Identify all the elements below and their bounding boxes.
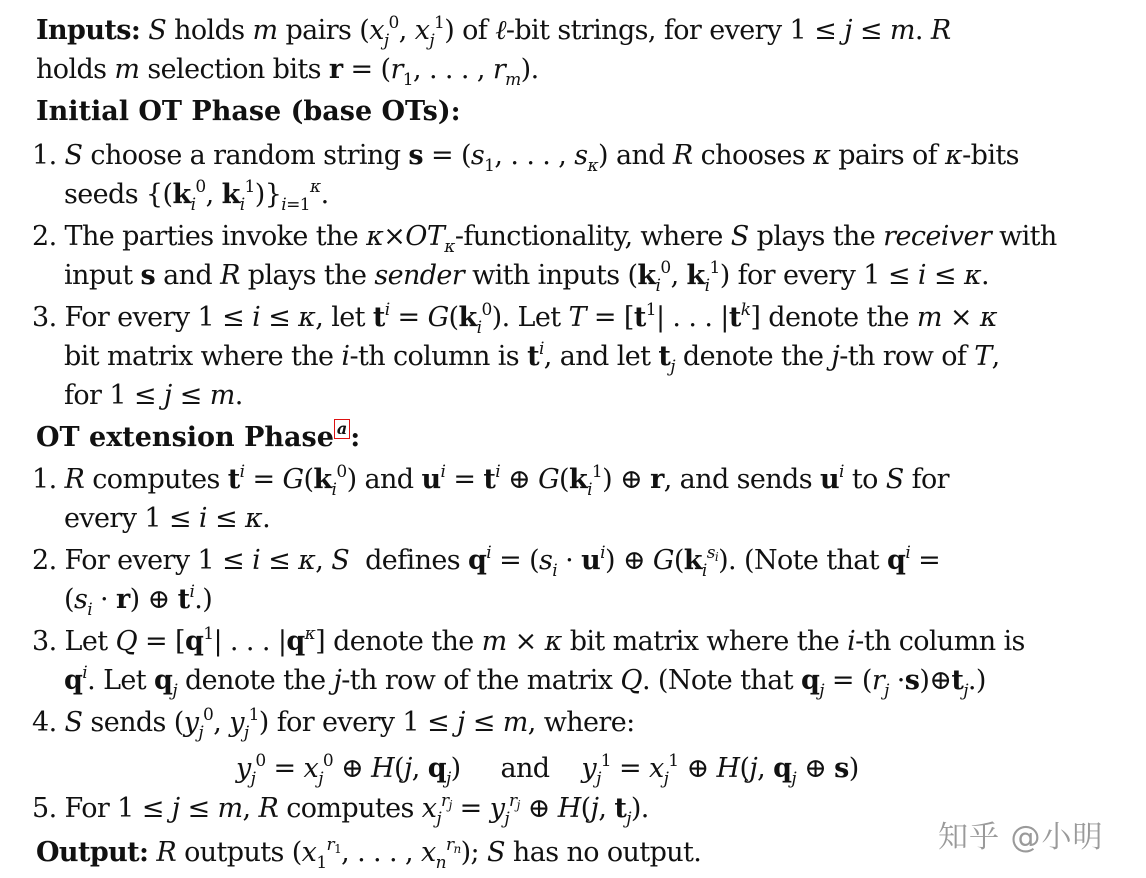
inputs-line-1: Inputs: S holds m pairs ($x_j^0$, $x_j^1$) of ℓ-bit strings, for every 1 ≤ j ≤ m. R xyxy=(36,13,951,51)
extension-step-2-line-1: 2. For every 1 ≤ i ≤ κ, S defines $q^i = (s_i \cdot u^i)$ ⊕ $G(k_i^{s_i})$. (Note that $q^i$ = xyxy=(32,543,941,581)
extension-step-2-line-2: $(s_i \cdot r)$ ⊕ $t^i$.) xyxy=(64,582,213,620)
extension-step-3-line-2: $q^i$. Let $q_j$ denote the j-th row of the matrix Q. (Note that $q_j = (r_j$ $\cdot s)\oplus t_j$.) xyxy=(64,663,986,701)
extension-step-1-line-1: 1. R computes $t^i = G(k_i^0)$ and $u^i = t^i$ ⊕ $G(k_i^1)$ ⊕ r, and sends $u^i$ to S for xyxy=(32,462,949,500)
watermark: 知乎 @小明 xyxy=(938,820,1104,855)
initial-phase-heading: Initial OT Phase (base OTs): xyxy=(36,96,461,127)
extension-phase-heading: OT extension Phase a : xyxy=(36,419,361,453)
initial-step-1-line-2: seeds {($k_i^0$, $k_i^1)\}_{i=1}^\kappa$. xyxy=(64,177,329,215)
initial-step-3-line-3: for 1 ≤ j ≤ m. xyxy=(64,380,243,411)
output-line: Output: R outputs ($x_1^{r_1}$, . . . , $x_n^{r_n}$); S has no output. xyxy=(36,835,702,873)
extension-step-5-line-1: 5. For 1 ≤ j ≤ m, R computes $x_j^{r_j} = y_j^{r_j}$ ⊕ H(j, $t_j$). xyxy=(32,791,649,829)
output-heading: Output: xyxy=(36,837,149,868)
initial-step-1-line-1: 1. S choose a random string $s = (s_1$, . . . , $s_\kappa$) and R chooses κ pairs of κ-bits xyxy=(32,140,1019,176)
inputs-line-2: holds m selection bits $r = (r_1$, . . . , $r_m$). xyxy=(36,54,539,90)
extension-step-4-line-1: 4. S sends ($y_j^0$, $y_j^1$) for every 1 ≤ j ≤ m, where: xyxy=(32,705,635,743)
extension-step-3-line-1: 3. Let $Q = [q^1|$ . . . $|q^\kappa$] denote the m × κ bit matrix where the i-th column is xyxy=(32,624,1025,657)
initial-step-3-line-2: bit matrix where the i-th column is $t^i$, and let $t_j$ denote the j-th row of T, xyxy=(64,339,1000,377)
footnote-link[interactable]: a xyxy=(334,419,350,439)
inputs-heading: Inputs: xyxy=(36,15,141,46)
extension-step-1-line-2: every 1 ≤ i ≤ κ. xyxy=(64,503,271,534)
extension-step-4-equation: $y_j^0 = x_j^0$ ⊕ H(j, $q_j$) and $y_j^1 = x_j^1$ ⊕ H(j, $q_j$ ⊕ s) xyxy=(236,751,859,789)
initial-step-2-line-2: input s and R plays the sender with inputs ($k_i^0$, $k_i^1$) for every 1 ≤ i ≤ κ. xyxy=(64,258,990,296)
initial-step-3-line-1: 3. For every 1 ≤ i ≤ κ, let $t^i = G(k_i^0)$. Let $T = [t^1|$ . . . $|t^k$] denote the m × κ xyxy=(32,300,997,338)
extension-phase-heading-text: OT extension Phase xyxy=(36,422,334,453)
initial-step-2-line-1: 2. The parties invoke the $\kappa\times OT_\kappa$-functionality, where S plays the receiver with xyxy=(32,221,1057,257)
